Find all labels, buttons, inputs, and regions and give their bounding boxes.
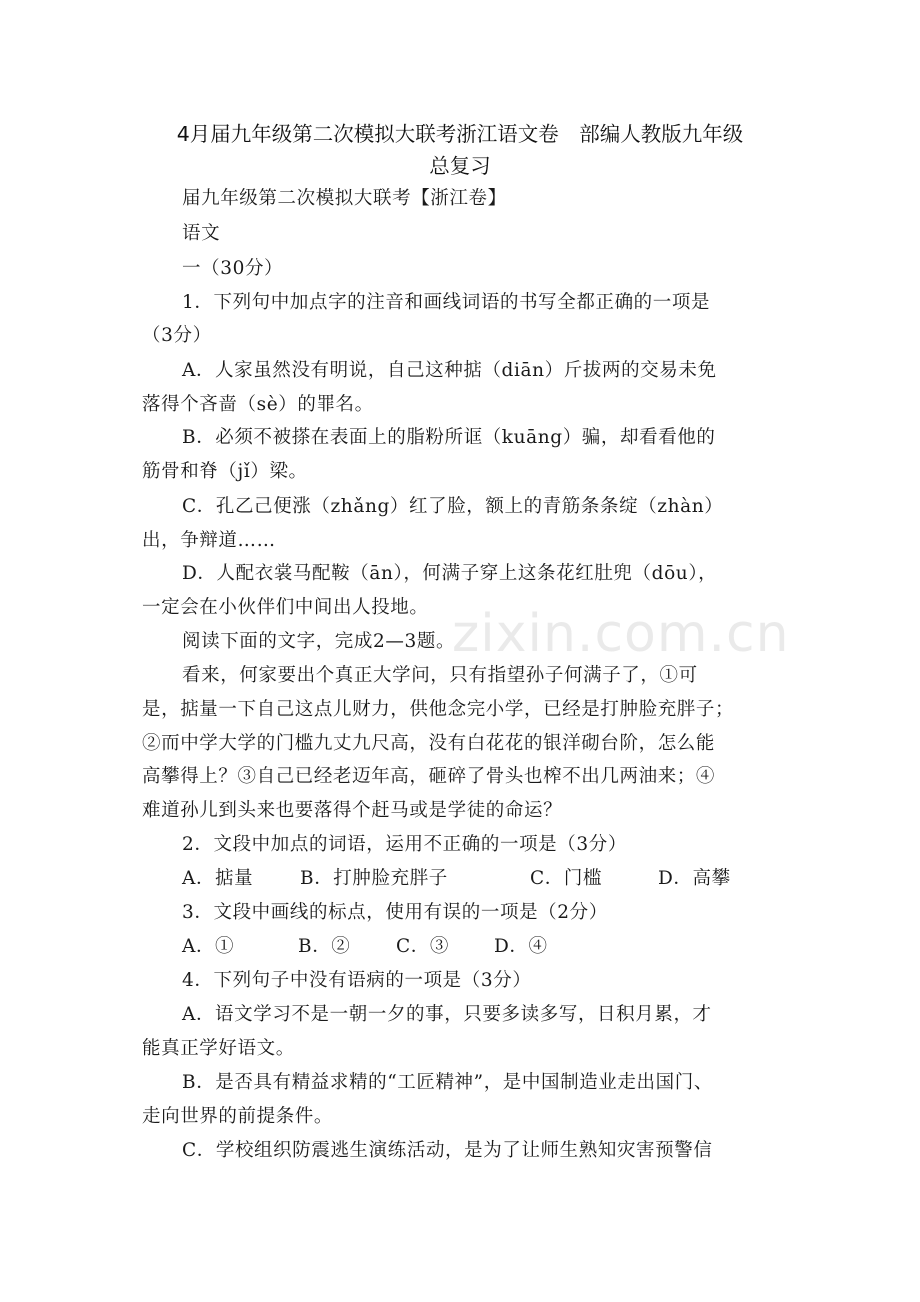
q3-option-b: B．②	[298, 936, 351, 957]
passage-line-3: ②而中学大学的门槛九丈九尺高，没有白花花的银洋砌台阶，怎么能	[142, 733, 716, 754]
q1-option-b-line-1: B．必须不被搽在表面上的脂粉所诓（kuāng）骗，却看看他的	[182, 427, 716, 448]
exam-subtitle: 届九年级第二次模拟大联考【浙江卷】	[182, 188, 507, 209]
watermark: zixin.com.cn	[452, 604, 790, 664]
q1-option-a-line-1: A．人家虽然没有明说，自己这种掂（diān）斤拔两的交易未免	[182, 360, 717, 381]
q2-option-d: D．高攀	[658, 868, 731, 889]
q2-option-b: B．打肿脸充胖子	[300, 868, 448, 889]
reading-instruction: 阅读下面的文字，完成2—3题。	[182, 631, 456, 652]
subject-label: 语文	[182, 223, 221, 244]
q4-option-b-line-1: B．是否具有精益求精的“工匠精神”，是中国制造业走出国门、	[182, 1072, 713, 1093]
passage-line-2: 是，掂量一下自己这点儿财力，供他念完小学，已经是打肿脸充胖子；	[142, 699, 735, 720]
q4-stem: 4．下列句子中没有语病的一项是（3分）	[182, 970, 532, 991]
q1-option-c-line-2: 出，争辩道……	[142, 530, 276, 551]
q1-option-a-line-2: 落得个吝啬（sè）的罪名。	[142, 394, 374, 415]
q1-option-d-line-1: D．人配衣裳马配鞍（ān），何满子穿上这条花红肚兜（dōu），	[182, 563, 718, 584]
passage-line-5: 难道孙儿到头来也要落得个赶马或是学徒的命运？	[142, 800, 563, 821]
q1-option-c-line-1: C．孔乙己便涨（zhǎng）红了脸，额上的青筋条条绽（zhàn）	[182, 496, 724, 517]
q1-option-d-line-2: 一定会在小伙伴们中间出人投地。	[142, 597, 429, 618]
q3-options	[182, 932, 832, 962]
q2-option-a: A．掂量	[182, 868, 254, 889]
q3-option-d: D．④	[494, 936, 548, 957]
q2-options	[182, 864, 832, 894]
q1-option-b-line-2: 筋骨和脊（jǐ）梁。	[142, 461, 308, 482]
q2-option-c: C．门槛	[530, 868, 603, 889]
document-title-line-1: 4月届九年级第二次模拟大联考浙江语文卷 部编人教版九年级	[176, 122, 744, 146]
q3-option-c: C．③	[396, 936, 449, 957]
passage-line-4: 高攀得上？③自己已经老迈年高，砸碎了骨头也榨不出几两油来；④	[142, 766, 716, 787]
q4-option-a-line-1: A．语文学习不是一朝一夕的事，只要多读多写，日积月累，才	[182, 1004, 712, 1025]
document-title-line-2: 总复习	[429, 154, 491, 178]
q4-option-b-line-2: 走向世界的前提条件。	[142, 1106, 334, 1127]
q1-stem-line-1: 1．下列句中加点字的注音和画线词语的书写全都正确的一项是	[182, 292, 711, 313]
q4-option-a-line-2: 能真正学好语文。	[142, 1038, 295, 1059]
q3-option-a: A．①	[182, 936, 235, 957]
q1-stem-line-2: （3分）	[142, 325, 212, 346]
q3-stem: 3．文段中画线的标点，使用有误的一项是（2分）	[182, 902, 608, 923]
passage-line-1: 看来，何家要出个真正大学问，只有指望孙子何满子了，①可	[182, 665, 698, 686]
q2-stem: 2．文段中加点的词语，运用不正确的一项是（3分）	[182, 834, 627, 855]
section-heading: 一（30分）	[182, 258, 284, 279]
q4-option-c-line-1: C．学校组织防震逃生演练活动，是为了让师生熟知灾害预警信	[182, 1140, 713, 1161]
